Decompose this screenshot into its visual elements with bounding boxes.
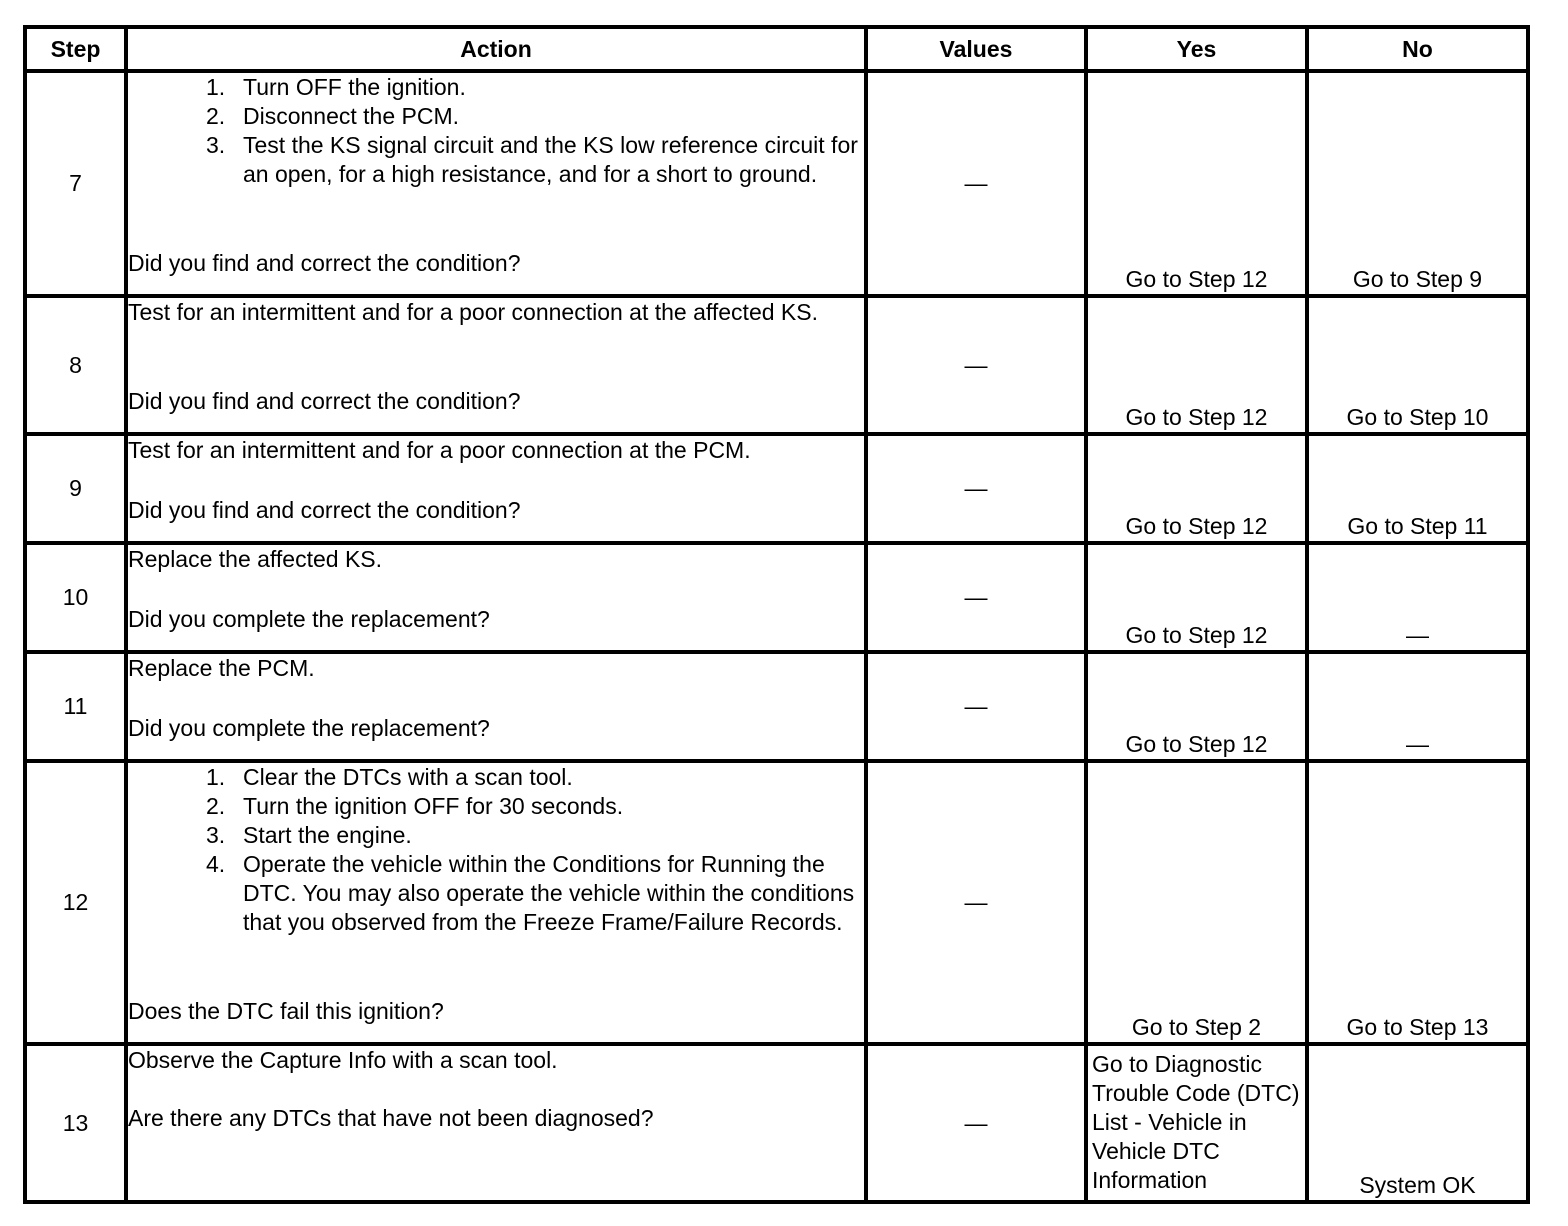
action-text: Test for an intermittent and for a poor connection at the PCM. (128, 437, 751, 463)
list-item: 2. Disconnect the PCM. (206, 103, 460, 129)
table-row (25, 1044, 1528, 1202)
action-question: Are there any DTCs that have not been diagnosed? (128, 1105, 654, 1131)
values-cell: — (866, 761, 1086, 1044)
diagnostic-table (23, 25, 1530, 1204)
yes-cell: Go to Step 12 (1086, 71, 1307, 296)
yes-cell: Go to Step 12 (1086, 434, 1307, 543)
header-step: Step (25, 27, 126, 71)
step-number: 9 (25, 434, 126, 543)
header-no: No (1307, 27, 1528, 71)
values-cell: — (866, 1044, 1086, 1202)
action-cell (126, 543, 866, 652)
action-cell (126, 434, 866, 543)
action-cell (126, 1044, 866, 1202)
no-cell: System OK (1307, 1044, 1528, 1202)
header-action: Action (126, 27, 866, 71)
step-number: 12 (25, 761, 126, 1044)
action-question: Did you complete the replacement? (128, 715, 490, 741)
values-cell: — (866, 296, 1086, 434)
yes-cell: Go to Step 2 (1086, 761, 1307, 1044)
action-list (128, 73, 864, 189)
step-number: 11 (25, 652, 126, 761)
action-list (128, 763, 864, 937)
list-item: 1. Turn OFF the ignition. (206, 74, 466, 100)
step-number: 7 (25, 71, 126, 296)
step-number: 8 (25, 296, 126, 434)
list-item: 2. Turn the ignition OFF for 30 seconds. (206, 793, 624, 819)
action-text: Replace the PCM. (128, 655, 315, 681)
yes-cell: Go to Step 12 (1086, 543, 1307, 652)
action-cell (126, 652, 866, 761)
no-cell: Go to Step 9 (1307, 71, 1528, 296)
yes-cell: Go to Diagnostic Trouble Code (DTC) List - Vehicle in Vehicle DTC Information (1086, 1044, 1307, 1202)
values-cell: — (866, 71, 1086, 296)
table-row (25, 652, 1528, 761)
action-text: Replace the affected KS. (128, 546, 383, 572)
step-number: 13 (25, 1044, 126, 1202)
no-cell: Go to Step 11 (1307, 434, 1528, 543)
no-cell: Go to Step 13 (1307, 761, 1528, 1044)
yes-cell: Go to Step 12 (1086, 296, 1307, 434)
no-cell: Go to Step 10 (1307, 296, 1528, 434)
header-values: Values (866, 27, 1086, 71)
action-cell (126, 296, 866, 434)
step-number: 10 (25, 543, 126, 652)
list-item: 1. Clear the DTCs with a scan tool. (206, 764, 573, 790)
action-question: Did you find and correct the condition? (128, 388, 521, 414)
values-cell: — (866, 543, 1086, 652)
values-cell: — (866, 434, 1086, 543)
header-row (25, 27, 1528, 71)
no-cell: — (1307, 543, 1528, 652)
values-cell: — (866, 652, 1086, 761)
table-row (25, 296, 1528, 434)
action-question: Did you find and correct the condition? (128, 250, 521, 276)
no-cell: — (1307, 652, 1528, 761)
action-text: Test for an intermittent and for a poor connection at the affected KS. (128, 299, 818, 325)
list-item: 3. Test the KS signal circuit and the KS low reference circuit for an open, for a high resistance, and for a short to ground. (206, 132, 858, 187)
action-cell (126, 71, 866, 296)
action-question: Does the DTC fail this ignition? (128, 998, 444, 1024)
list-item: 4. Operate the vehicle within the Conditions for Running the DTC. You may also operate the vehicle within the conditions that you observed from the Freeze Frame/Failure Records. (206, 851, 855, 935)
list-item: 3. Start the engine. (206, 822, 412, 848)
table-row (25, 434, 1528, 543)
header-yes: Yes (1086, 27, 1307, 71)
action-text: Observe the Capture Info with a scan tool. (128, 1047, 558, 1073)
table-row (25, 761, 1528, 1044)
yes-cell: Go to Step 12 (1086, 652, 1307, 761)
action-question: Did you complete the replacement? (128, 606, 490, 632)
table-row (25, 71, 1528, 296)
action-question: Did you find and correct the condition? (128, 497, 521, 523)
table-row (25, 543, 1528, 652)
action-cell (126, 761, 866, 1044)
